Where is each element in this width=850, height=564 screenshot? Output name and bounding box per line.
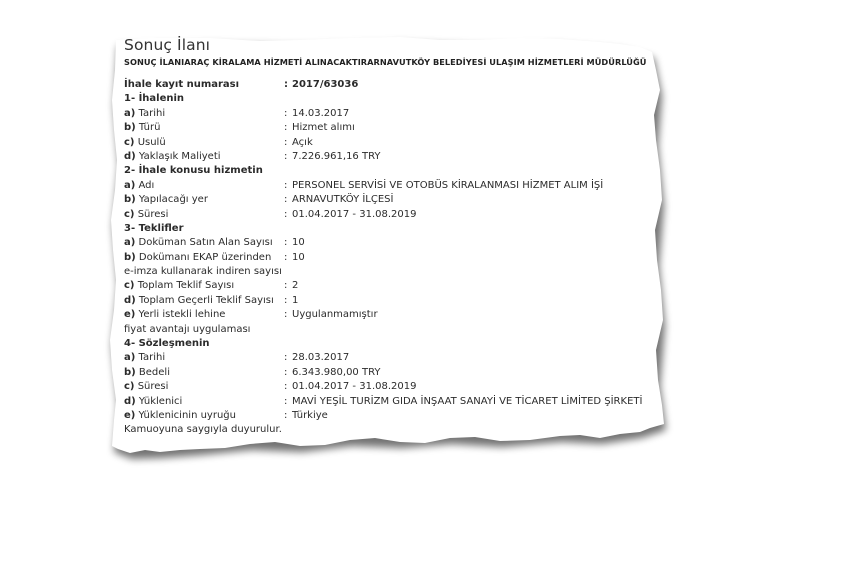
info-row-continuation bbox=[120, 265, 660, 279]
colon: : bbox=[284, 280, 288, 292]
row-value: 7.226.961,16 TRY bbox=[292, 150, 381, 162]
closing-row bbox=[120, 423, 660, 437]
row-label-continuation: fiyat avantajı uygulaması bbox=[124, 323, 251, 335]
section-1-heading: 1- İhalenin bbox=[124, 93, 185, 105]
row-value: 10 bbox=[292, 251, 305, 263]
colon: : bbox=[284, 208, 288, 220]
info-row bbox=[120, 236, 660, 250]
row-value: 6.343.980,00 TRY bbox=[292, 366, 381, 378]
row-key: a) bbox=[124, 179, 136, 191]
section-3-heading: 3- Teklifler bbox=[124, 222, 184, 234]
info-row bbox=[120, 121, 660, 135]
document-title: Sonuç İlanı bbox=[124, 36, 211, 54]
info-row bbox=[120, 150, 660, 164]
row-key: d) bbox=[124, 294, 136, 306]
section-2-heading: 2- İhale konusu hizmetin bbox=[124, 165, 263, 177]
row-label: Dokümanı EKAP üzerinden bbox=[138, 251, 272, 263]
row-label: Toplam Teklif Sayısı bbox=[137, 280, 235, 292]
row-key: c) bbox=[124, 208, 135, 220]
row-value: Hizmet alımı bbox=[292, 122, 355, 134]
section-heading bbox=[120, 337, 660, 351]
row-label: Süresi bbox=[137, 381, 169, 393]
row-value: 1 bbox=[292, 294, 299, 306]
announcement-document bbox=[120, 36, 660, 438]
info-row bbox=[120, 366, 660, 380]
colon: : bbox=[284, 395, 288, 407]
row-label: Yüklenicinin uyruğu bbox=[138, 409, 236, 421]
row-value: 10 bbox=[292, 237, 305, 249]
row-key: c) bbox=[124, 381, 135, 393]
row-value: Türkiye bbox=[292, 409, 328, 421]
kayit-value: 2017/63036 bbox=[292, 79, 359, 90]
row-key: a) bbox=[124, 352, 136, 364]
row-label: Süresi bbox=[137, 208, 169, 220]
closing-text: Kamuoyuna saygıyla duyurulur. bbox=[124, 424, 282, 436]
colon: : bbox=[284, 251, 288, 263]
row-key: b) bbox=[124, 251, 136, 263]
info-row bbox=[120, 294, 660, 308]
row-value: Açık bbox=[292, 136, 313, 148]
row-label: Usulü bbox=[137, 136, 166, 148]
row-key: d) bbox=[124, 395, 136, 407]
row-key: d) bbox=[124, 150, 136, 162]
row-label: Yapılacağı yer bbox=[138, 194, 208, 206]
row-key: c) bbox=[124, 280, 135, 292]
row-key: e) bbox=[124, 409, 136, 421]
row-label: Yerli istekli lehine bbox=[138, 309, 226, 321]
row-key: a) bbox=[124, 107, 136, 119]
row-label: Yüklenici bbox=[138, 395, 183, 407]
colon: : bbox=[284, 409, 288, 421]
row-label: Doküman Satın Alan Sayısı bbox=[138, 237, 273, 249]
row-label-continuation: e-imza kullanarak indiren sayısı bbox=[124, 266, 282, 278]
colon: : bbox=[284, 136, 288, 148]
kayit-label: İhale kayıt numarası bbox=[124, 79, 240, 90]
section-heading bbox=[120, 164, 660, 178]
colon: : bbox=[284, 194, 288, 206]
info-row bbox=[120, 409, 660, 423]
row-label: Tarihi bbox=[138, 352, 166, 364]
info-row bbox=[120, 251, 660, 265]
colon: : bbox=[284, 381, 288, 393]
info-row bbox=[120, 208, 660, 222]
row-value: MAVİ YEŞİL TURİZM GIDA İNŞAAT SANAYİ VE TİCARET LİMİTED ŞİRKETİ bbox=[292, 395, 643, 407]
info-row bbox=[120, 351, 660, 365]
info-row-continuation bbox=[120, 323, 660, 337]
row-value: 14.03.2017 bbox=[292, 107, 350, 119]
colon: : bbox=[284, 107, 288, 119]
row-key: b) bbox=[124, 194, 136, 206]
row-label: Bedeli bbox=[138, 366, 170, 378]
row-key: a) bbox=[124, 237, 136, 249]
colon: : bbox=[284, 366, 288, 378]
section-4-heading: 4- Sözleşmenin bbox=[124, 338, 210, 350]
info-row bbox=[120, 136, 660, 150]
row-value: 01.04.2017 - 31.08.2019 bbox=[292, 381, 417, 393]
row-key: b) bbox=[124, 366, 136, 378]
colon: : bbox=[284, 79, 288, 90]
colon: : bbox=[284, 352, 288, 364]
row-value: 01.04.2017 - 31.08.2019 bbox=[292, 208, 417, 220]
row-value: PERSONEL SERVİSİ VE OTOBÜS KİRALANMASI HİZMET ALIM İŞİ bbox=[292, 179, 604, 191]
info-row bbox=[120, 179, 660, 193]
kayit-row bbox=[120, 78, 660, 92]
colon: : bbox=[284, 309, 288, 321]
info-row bbox=[120, 395, 660, 409]
info-row bbox=[120, 107, 660, 121]
row-key: e) bbox=[124, 309, 136, 321]
row-value: ARNAVUTKÖY İLÇESİ bbox=[292, 194, 394, 206]
colon: : bbox=[284, 294, 288, 306]
info-row bbox=[120, 308, 660, 322]
row-value: Uygulanmamıştır bbox=[292, 309, 378, 321]
colon: : bbox=[284, 150, 288, 162]
colon: : bbox=[284, 237, 288, 249]
colon: : bbox=[284, 179, 288, 191]
row-value: 2 bbox=[292, 280, 299, 292]
row-label: Adı bbox=[138, 179, 155, 191]
row-label: Tarihi bbox=[138, 107, 166, 119]
info-row bbox=[120, 279, 660, 293]
row-key: b) bbox=[124, 122, 136, 134]
row-value: 28.03.2017 bbox=[292, 352, 350, 364]
row-label: Türü bbox=[138, 122, 161, 134]
info-row bbox=[120, 193, 660, 207]
row-key: c) bbox=[124, 136, 135, 148]
row-label: Toplam Geçerli Teklif Sayısı bbox=[138, 294, 274, 306]
info-row bbox=[120, 380, 660, 394]
colon: : bbox=[284, 122, 288, 134]
row-label: Yaklaşık Maliyeti bbox=[138, 150, 221, 162]
document-subtitle: SONUÇ İLANIARAÇ KİRALAMA HİZMETİ ALINACAKTIRARNAVUTKÖY BELEDİYESİ ULAŞIM HİZMETLERİ MÜDÜRLÜĞÜ bbox=[124, 57, 647, 67]
section-heading bbox=[120, 92, 660, 106]
section-heading bbox=[120, 222, 660, 236]
